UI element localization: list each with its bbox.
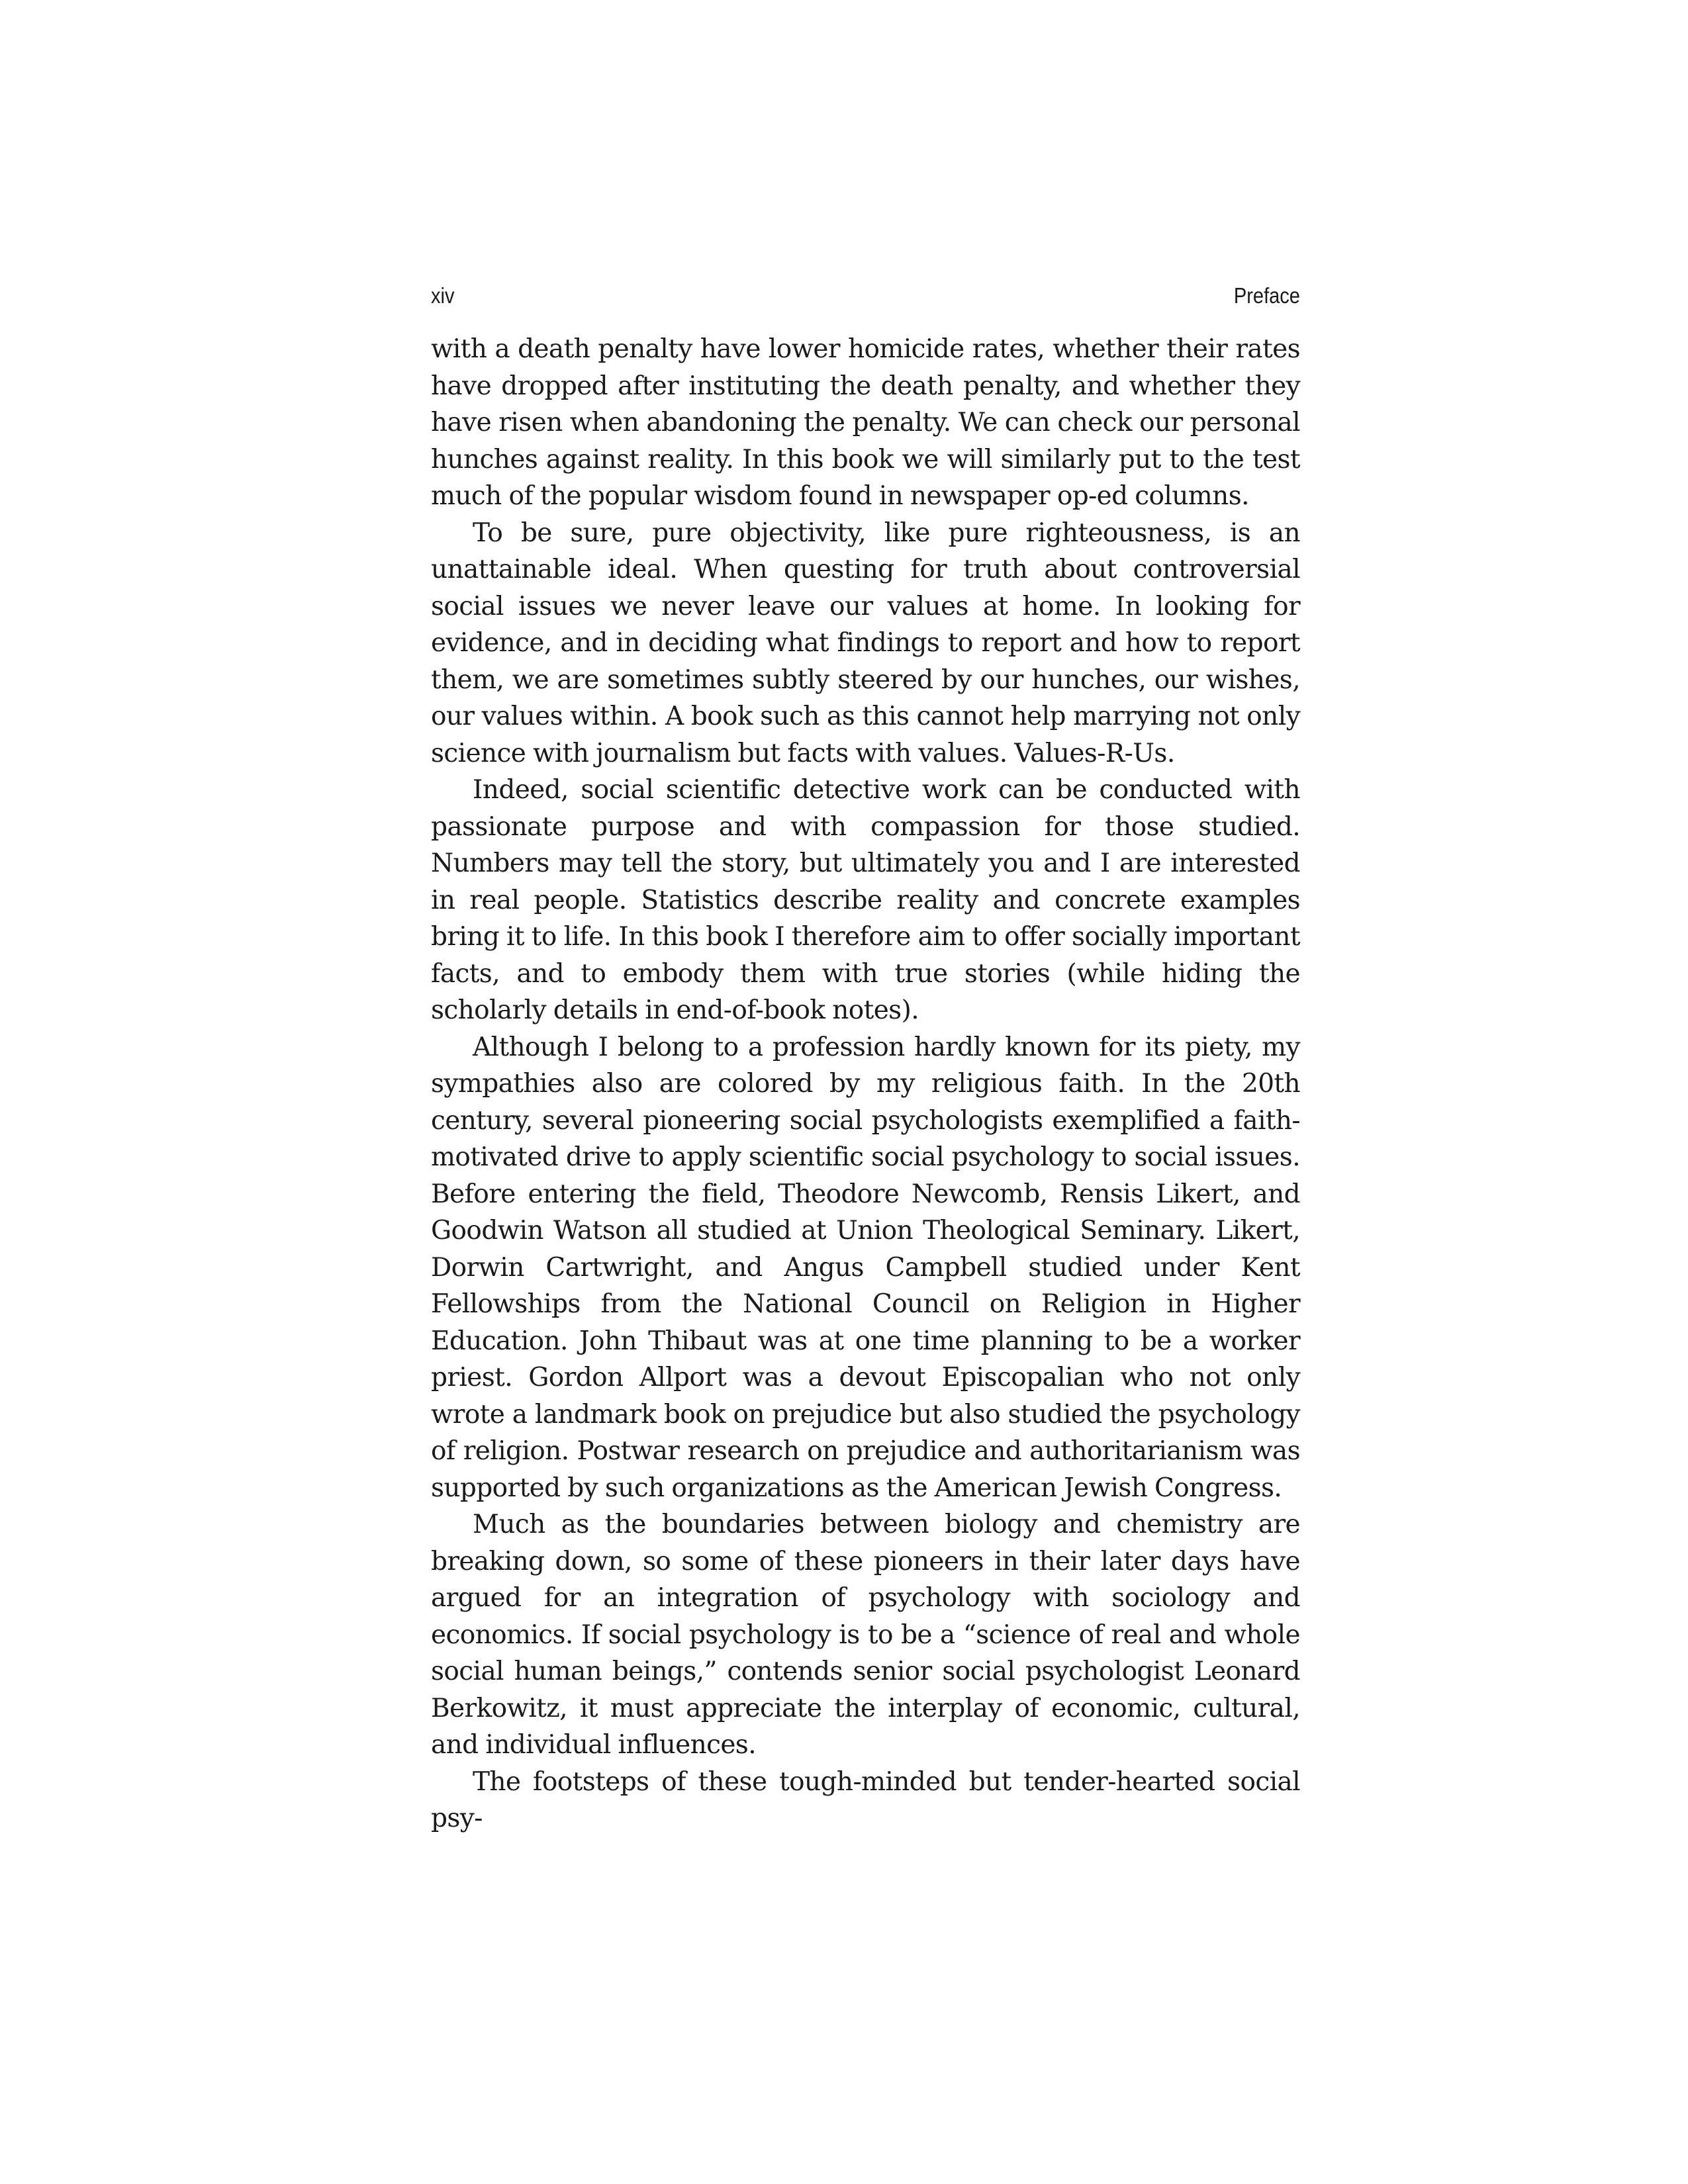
paragraph: To be sure, pure objectivity, like pure righteousness, is an unattainable ideal. When questing for truth about controversial social issues we never leave our values at home. In looking for evidence, and in deciding what findings to report and how to report them, we are sometimes subtly steered by our hunches, our wishes, our values within. A book such as this cannot help marrying not only science with journalism but facts with values. Values-R-Us.	[431, 518, 1300, 768]
paragraph: Much as the boundaries between biology and chemistry are breaking down, so some of these pioneers in their later days have argued for an integration of psychology with sociology and economics. If social psychology is to be a “science of real and whole social human beings,” contends senior social psychologist Leonard Berkowitz, it must appreciate the interplay of economic, cultural, and individual influences.	[431, 1510, 1300, 1760]
paragraph-continues: The footsteps of these tough-minded but tender-hearted social psy-	[431, 1766, 1300, 1833]
paragraph: Although I belong to a profession hardly known for its piety, my sympathies also are colored by my religious faith. In the 20th century, several pioneering social psychologists exemplified a faith-motivated drive to apply scientific social psychology to social issues. Before entering the field, Theodore Newcomb, Rensis Likert, and Goodwin Watson all studied at Union Theological Seminary. Likert, Dorwin Cartwright, and Angus Campbell studied under Kent Fellowships from the National Council on Religion in Higher Education. John Thibaut was at one time planning to be a worker priest. Gordon Allport was a devout Episcopalian who not only wrote a landmark book on prejudice but also studied the psychology of religion. Postwar research on prejudice and authoritarianism was supported by such organizations as the American Jewish Congress.	[431, 1032, 1300, 1503]
page-number: xiv	[431, 283, 455, 308]
section-title: Preface	[1233, 283, 1300, 308]
paragraph: Indeed, social scientific detective work can be conducted with passionate purpose and with compassion for those studied. Numbers may tell the story, but ultimately you and I are interested in real people. Statistics describe reality and concrete examples bring it to life. In this book I therefore aim to offer socially important facts, and to embody them with true stories (while hiding the scholarly details in end-of-book notes).	[431, 775, 1300, 1025]
running-head	[431, 283, 1300, 323]
body-text	[431, 331, 1300, 1837]
paragraph-continued: with a death penalty have lower homicide rates, whether their rates have dropped after instituting the death penalty, and whether they have risen when abandoning the penalty. We can check our personal hunches against reality. In this book we will similarly put to the test much of the popular wisdom found in newspaper op-ed columns.	[431, 334, 1300, 511]
